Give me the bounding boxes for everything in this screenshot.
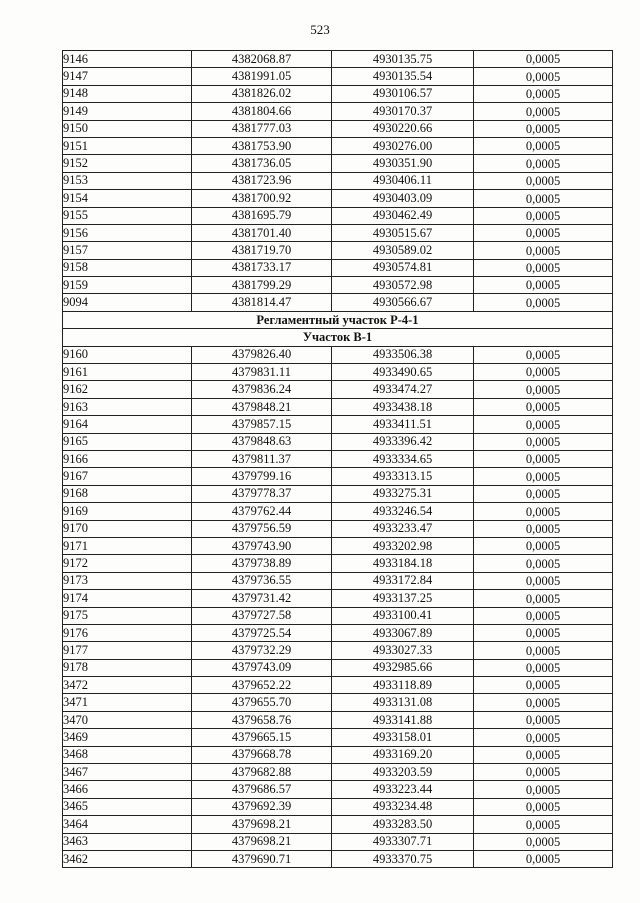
accuracy-value: 0,0005 — [474, 764, 613, 781]
table-row — [63, 729, 613, 746]
table-row — [63, 190, 613, 207]
accuracy-value: 0,0005 — [474, 450, 613, 467]
point-number: 9178 — [63, 659, 192, 676]
y-coordinate: 4933490.65 — [332, 364, 474, 381]
y-coordinate: 4930574.81 — [332, 259, 474, 276]
y-coordinate: 4933307.71 — [332, 833, 474, 850]
point-number: 9171 — [63, 537, 192, 554]
y-coordinate: 4933246.54 — [332, 503, 474, 520]
x-coordinate: 4379692.39 — [192, 798, 332, 815]
x-coordinate: 4381777.03 — [192, 120, 332, 137]
section-row — [63, 311, 613, 328]
accuracy-value: 0,0005 — [474, 381, 613, 398]
accuracy-value: 0,0005 — [474, 677, 613, 694]
accuracy-value: 0,0005 — [474, 364, 613, 381]
x-coordinate: 4379727.58 — [192, 607, 332, 624]
accuracy-value: 0,0005 — [474, 711, 613, 728]
table-row — [63, 172, 613, 189]
table-row — [63, 746, 613, 763]
accuracy-value: 0,0005 — [474, 607, 613, 624]
subsection-row — [63, 329, 613, 346]
section-headers — [63, 311, 613, 346]
accuracy-value: 0,0005 — [474, 850, 613, 867]
point-number: 9169 — [63, 503, 192, 520]
accuracy-value: 0,0005 — [474, 572, 613, 589]
point-number: 9159 — [63, 277, 192, 294]
coordinates-group-2 — [63, 346, 613, 868]
table-row — [63, 520, 613, 537]
point-number: 9156 — [63, 224, 192, 241]
x-coordinate: 4379738.89 — [192, 555, 332, 572]
accuracy-value: 0,0005 — [474, 259, 613, 276]
y-coordinate: 4930406.11 — [332, 172, 474, 189]
table-row — [63, 277, 613, 294]
y-coordinate: 4930135.54 — [332, 68, 474, 85]
y-coordinate: 4933275.31 — [332, 485, 474, 502]
point-number: 9164 — [63, 416, 192, 433]
y-coordinate: 4933313.15 — [332, 468, 474, 485]
table-row — [63, 294, 613, 311]
x-coordinate: 4381814.47 — [192, 294, 332, 311]
point-number: 9173 — [63, 572, 192, 589]
table-row — [63, 381, 613, 398]
x-coordinate: 4379655.70 — [192, 694, 332, 711]
table-row — [63, 346, 613, 363]
table-row — [63, 68, 613, 85]
accuracy-value: 0,0005 — [474, 207, 613, 224]
table-row — [63, 224, 613, 241]
x-coordinate: 4379826.40 — [192, 346, 332, 363]
point-number: 9168 — [63, 485, 192, 502]
accuracy-value: 0,0005 — [474, 659, 613, 676]
point-number: 3468 — [63, 746, 192, 763]
table-row — [63, 468, 613, 485]
table-row — [63, 572, 613, 589]
y-coordinate: 4933118.89 — [332, 677, 474, 694]
accuracy-value: 0,0005 — [474, 346, 613, 363]
point-number: 9177 — [63, 642, 192, 659]
point-number: 9149 — [63, 103, 192, 120]
y-coordinate: 4933158.01 — [332, 729, 474, 746]
x-coordinate: 4379778.37 — [192, 485, 332, 502]
point-number: 3466 — [63, 781, 192, 798]
x-coordinate: 4379698.21 — [192, 816, 332, 833]
table-row — [63, 120, 613, 137]
y-coordinate: 4933474.27 — [332, 381, 474, 398]
y-coordinate: 4930106.57 — [332, 85, 474, 102]
table-row — [63, 764, 613, 781]
table-row — [63, 259, 613, 276]
accuracy-value: 0,0005 — [474, 642, 613, 659]
table-row — [63, 833, 613, 850]
x-coordinate: 4379658.76 — [192, 711, 332, 728]
x-coordinate: 4379732.29 — [192, 642, 332, 659]
table-row — [63, 711, 613, 728]
point-number: 3463 — [63, 833, 192, 850]
accuracy-value: 0,0005 — [474, 729, 613, 746]
point-number: 3464 — [63, 816, 192, 833]
y-coordinate: 4933100.41 — [332, 607, 474, 624]
table-row — [63, 503, 613, 520]
x-coordinate: 4379686.57 — [192, 781, 332, 798]
x-coordinate: 4381723.96 — [192, 172, 332, 189]
table-row — [63, 364, 613, 381]
table-row — [63, 624, 613, 641]
point-number: 9161 — [63, 364, 192, 381]
point-number: 9165 — [63, 433, 192, 450]
x-coordinate: 4379690.71 — [192, 850, 332, 867]
accuracy-value: 0,0005 — [474, 103, 613, 120]
table-row — [63, 416, 613, 433]
x-coordinate: 4379743.90 — [192, 537, 332, 554]
accuracy-value: 0,0005 — [474, 624, 613, 641]
y-coordinate: 4933334.65 — [332, 450, 474, 467]
y-coordinate: 4930566.67 — [332, 294, 474, 311]
y-coordinate: 4933067.89 — [332, 624, 474, 641]
x-coordinate: 4381695.79 — [192, 207, 332, 224]
table-row — [63, 694, 613, 711]
point-number: 3472 — [63, 677, 192, 694]
table-row — [63, 485, 613, 502]
x-coordinate: 4379756.59 — [192, 520, 332, 537]
accuracy-value: 0,0005 — [474, 120, 613, 137]
coordinates-table — [62, 50, 613, 868]
point-number: 9146 — [63, 51, 192, 68]
accuracy-value: 0,0005 — [474, 224, 613, 241]
table-row — [63, 607, 613, 624]
point-number: 9172 — [63, 555, 192, 572]
y-coordinate: 4932985.66 — [332, 659, 474, 676]
point-number: 9167 — [63, 468, 192, 485]
point-number: 9166 — [63, 450, 192, 467]
point-number: 9154 — [63, 190, 192, 207]
accuracy-value: 0,0005 — [474, 520, 613, 537]
accuracy-value: 0,0005 — [474, 746, 613, 763]
y-coordinate: 4930572.98 — [332, 277, 474, 294]
x-coordinate: 4381991.05 — [192, 68, 332, 85]
x-coordinate: 4381826.02 — [192, 85, 332, 102]
table-row — [63, 642, 613, 659]
y-coordinate: 4933233.47 — [332, 520, 474, 537]
point-number: 3469 — [63, 729, 192, 746]
table-row — [63, 555, 613, 572]
point-number: 9153 — [63, 172, 192, 189]
accuracy-value: 0,0005 — [474, 172, 613, 189]
table-row — [63, 798, 613, 815]
accuracy-value: 0,0005 — [474, 503, 613, 520]
accuracy-value: 0,0005 — [474, 485, 613, 502]
accuracy-value: 0,0005 — [474, 137, 613, 154]
x-coordinate: 4381701.40 — [192, 224, 332, 241]
accuracy-value: 0,0005 — [474, 537, 613, 554]
y-coordinate: 4930220.66 — [332, 120, 474, 137]
accuracy-value: 0,0005 — [474, 433, 613, 450]
accuracy-value: 0,0005 — [474, 85, 613, 102]
point-number: 9170 — [63, 520, 192, 537]
accuracy-value: 0,0005 — [474, 190, 613, 207]
point-number: 9160 — [63, 346, 192, 363]
x-coordinate: 4379799.16 — [192, 468, 332, 485]
x-coordinate: 4379811.37 — [192, 450, 332, 467]
y-coordinate: 4933141.88 — [332, 711, 474, 728]
accuracy-value: 0,0005 — [474, 398, 613, 415]
point-number: 9148 — [63, 85, 192, 102]
table-row — [63, 590, 613, 607]
x-coordinate: 4379848.21 — [192, 398, 332, 415]
y-coordinate: 4930351.90 — [332, 155, 474, 172]
y-coordinate: 4933172.84 — [332, 572, 474, 589]
point-number: 9174 — [63, 590, 192, 607]
page-number: 523 — [310, 22, 330, 37]
y-coordinate: 4930170.37 — [332, 103, 474, 120]
y-coordinate: 4933396.42 — [332, 433, 474, 450]
subsection-title: Участок В-1 — [63, 329, 613, 346]
table-row — [63, 537, 613, 554]
y-coordinate: 4933234.48 — [332, 798, 474, 815]
y-coordinate: 4933411.51 — [332, 416, 474, 433]
point-number: 3467 — [63, 764, 192, 781]
table-row — [63, 398, 613, 415]
point-number: 9152 — [63, 155, 192, 172]
x-coordinate: 4379836.24 — [192, 381, 332, 398]
x-coordinate: 4379668.78 — [192, 746, 332, 763]
point-number: 9162 — [63, 381, 192, 398]
x-coordinate: 4381799.29 — [192, 277, 332, 294]
x-coordinate: 4382068.87 — [192, 51, 332, 68]
accuracy-value: 0,0005 — [474, 555, 613, 572]
point-number: 9094 — [63, 294, 192, 311]
y-coordinate: 4933027.33 — [332, 642, 474, 659]
accuracy-value: 0,0005 — [474, 155, 613, 172]
x-coordinate: 4381736.05 — [192, 155, 332, 172]
table-row — [63, 51, 613, 68]
coordinates-group-1 — [63, 51, 613, 312]
point-number: 9147 — [63, 68, 192, 85]
y-coordinate: 4933223.44 — [332, 781, 474, 798]
point-number: 9150 — [63, 120, 192, 137]
y-coordinate: 4933370.75 — [332, 850, 474, 867]
y-coordinate: 4933438.18 — [332, 398, 474, 415]
point-number: 9151 — [63, 137, 192, 154]
x-coordinate: 4379743.09 — [192, 659, 332, 676]
y-coordinate: 4930515.67 — [332, 224, 474, 241]
table-row — [63, 781, 613, 798]
table-row — [63, 103, 613, 120]
point-number: 9175 — [63, 607, 192, 624]
y-coordinate: 4930589.02 — [332, 242, 474, 259]
point-number: 3470 — [63, 711, 192, 728]
point-number: 9157 — [63, 242, 192, 259]
accuracy-value: 0,0005 — [474, 798, 613, 815]
y-coordinate: 4933283.50 — [332, 816, 474, 833]
section-title: Регламентный участок Р-4-1 — [63, 311, 613, 328]
x-coordinate: 4379698.21 — [192, 833, 332, 850]
table-row — [63, 659, 613, 676]
table-row — [63, 450, 613, 467]
accuracy-value: 0,0005 — [474, 694, 613, 711]
point-number: 3462 — [63, 850, 192, 867]
accuracy-value: 0,0005 — [474, 833, 613, 850]
y-coordinate: 4930276.00 — [332, 137, 474, 154]
y-coordinate: 4933131.08 — [332, 694, 474, 711]
table-row — [63, 677, 613, 694]
x-coordinate: 4379736.55 — [192, 572, 332, 589]
y-coordinate: 4933203.59 — [332, 764, 474, 781]
table-row — [63, 816, 613, 833]
point-number: 9155 — [63, 207, 192, 224]
table-row — [63, 207, 613, 224]
x-coordinate: 4381719.70 — [192, 242, 332, 259]
x-coordinate: 4381700.92 — [192, 190, 332, 207]
x-coordinate: 4379725.54 — [192, 624, 332, 641]
table-row — [63, 242, 613, 259]
y-coordinate: 4930403.09 — [332, 190, 474, 207]
y-coordinate: 4930462.49 — [332, 207, 474, 224]
y-coordinate: 4933202.98 — [332, 537, 474, 554]
y-coordinate: 4930135.75 — [332, 51, 474, 68]
x-coordinate: 4379652.22 — [192, 677, 332, 694]
table-row — [63, 433, 613, 450]
accuracy-value: 0,0005 — [474, 816, 613, 833]
x-coordinate: 4379762.44 — [192, 503, 332, 520]
accuracy-value: 0,0005 — [474, 590, 613, 607]
table-row — [63, 155, 613, 172]
x-coordinate: 4379848.63 — [192, 433, 332, 450]
y-coordinate: 4933184.18 — [332, 555, 474, 572]
accuracy-value: 0,0005 — [474, 51, 613, 68]
point-number: 9158 — [63, 259, 192, 276]
accuracy-value: 0,0005 — [474, 781, 613, 798]
accuracy-value: 0,0005 — [474, 68, 613, 85]
x-coordinate: 4381733.17 — [192, 259, 332, 276]
point-number: 3471 — [63, 694, 192, 711]
x-coordinate: 4381804.66 — [192, 103, 332, 120]
y-coordinate: 4933506.38 — [332, 346, 474, 363]
y-coordinate: 4933169.20 — [332, 746, 474, 763]
x-coordinate: 4379857.15 — [192, 416, 332, 433]
accuracy-value: 0,0005 — [474, 294, 613, 311]
x-coordinate: 4379831.11 — [192, 364, 332, 381]
accuracy-value: 0,0005 — [474, 277, 613, 294]
table-row — [63, 850, 613, 867]
x-coordinate: 4379682.88 — [192, 764, 332, 781]
x-coordinate: 4379731.42 — [192, 590, 332, 607]
table-row — [63, 137, 613, 154]
x-coordinate: 4379665.15 — [192, 729, 332, 746]
point-number: 3465 — [63, 798, 192, 815]
point-number: 9163 — [63, 398, 192, 415]
y-coordinate: 4933137.25 — [332, 590, 474, 607]
accuracy-value: 0,0005 — [474, 468, 613, 485]
accuracy-value: 0,0005 — [474, 242, 613, 259]
table-row — [63, 85, 613, 102]
point-number: 9176 — [63, 624, 192, 641]
accuracy-value: 0,0005 — [474, 416, 613, 433]
x-coordinate: 4381753.90 — [192, 137, 332, 154]
